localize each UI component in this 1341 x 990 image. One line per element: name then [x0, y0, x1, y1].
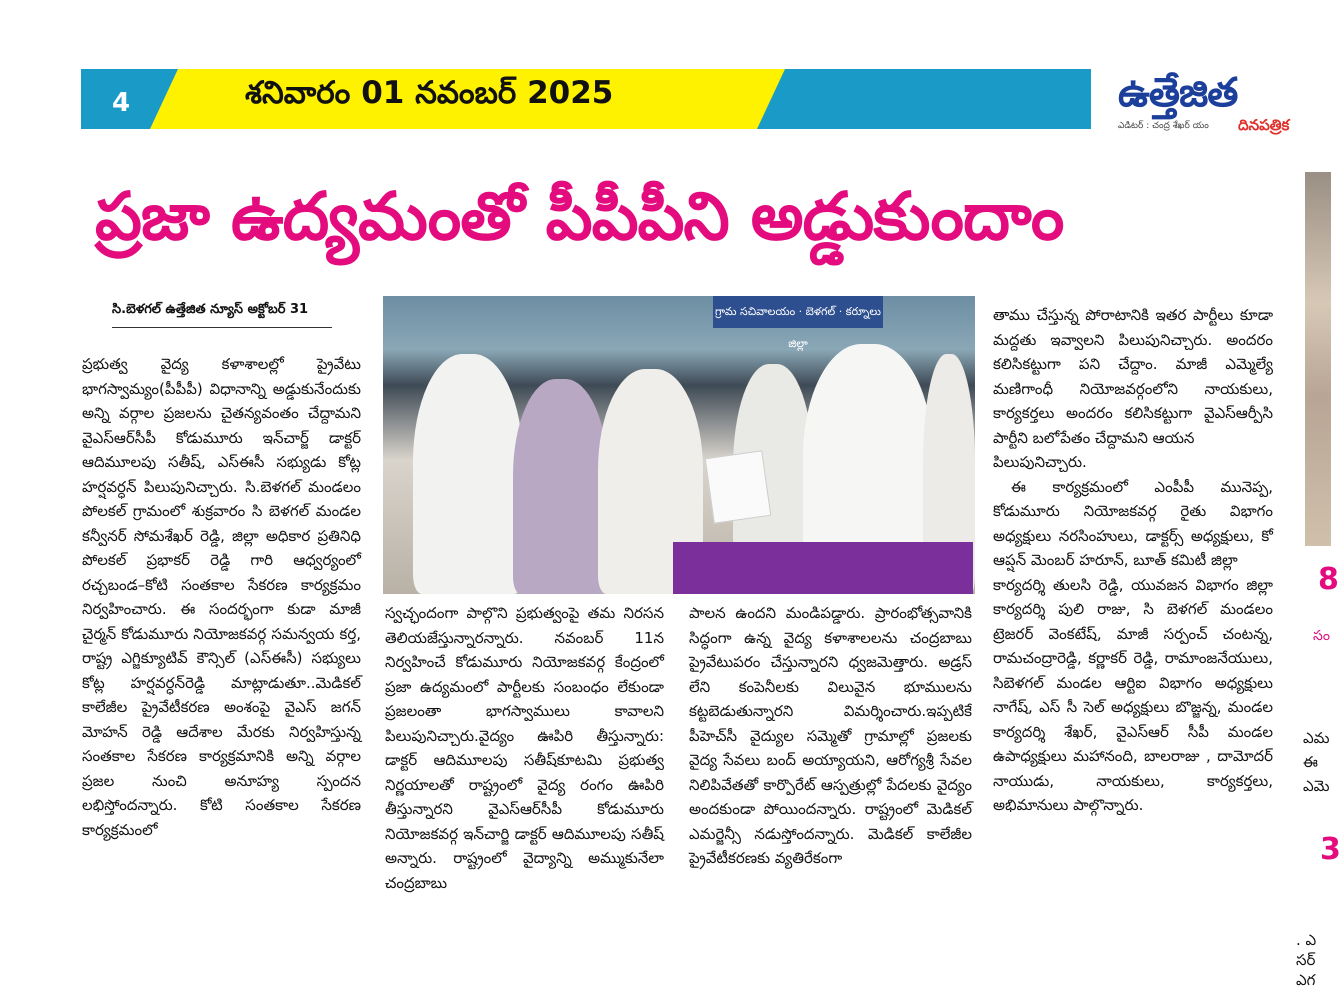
logo-editor-line: ఎడిటర్ : చంద్ర శేఖర్ యం: [1118, 121, 1209, 131]
petition-paper: [705, 450, 772, 523]
table-cloth: [673, 542, 973, 594]
page-number: 4: [111, 88, 131, 118]
article-column-1: ప్రభుత్వ వైద్య కళాశాలల్లో ప్రైవేటు భాగస్వామ్యం(పీపీపీ) విధానాన్ని అడ్డుకునేందుకు అన్ని వర్గాల ప్రజలను చైతన్యవంతం చేద్దామని వైఎస్ఆర్‌సీపీ కోడుమూరు ఇన్‌చార్జ్ డాక్టర్ ఆదిమూలపు సతీష్, ఎస్ఈసీ సభ్యుడు కోట్ల హర్షవర్ధన్ పిలుపునిచ్చారు. సి.బెళగల్ మండలం పోలకల్ గ్రామంలో శుక్రవారం సి బెళగల్ మండల కన్వీనర్ సోమశేఖర్ రెడ్డి, జిల్లా అధికార ప్రతినిధి పోలకల్ ప్రభాకర్ రెడ్డి గారి ఆధ్వర్యంలో రచ్చబండ–కోటి సంతకాల సేకరణ కార్యక్రమం నిర్వహించారు. ఈ సందర్భంగా కుడా మాజీ చైర్మన్ కోడుమూరు నియోజకవర్గ సమన్వయ కర్త, రాష్ట్ర ఎగ్జిక్యూటివ్ కౌన్సిల్ (ఎస్ఈసీ) సభ్యులు కోట్ల హర్షవర్ధన్‌రెడ్డి మాట్లాడుతూ..మెడికల్ కాలేజీల ప్రైవేటీకరణ అంశంపై వైఎస్ జగన్ మోహన్ రెడ్డి ఆదేశాల మేరకు నిర్వహిస్తున్న సంతకాల సేకరణ కార్యక్రమానికి అన్ని వర్గాల ప్రజల నుంచి అనూహ్య స్పందన లభిస్తోందన్నారు. కోటి సంతకాల సేకరణ కార్యక్రమంలో: [82, 355, 361, 839]
article-column-2: స్వచ్ఛందంగా పాల్గొని ప్రభుత్వంపై తమ నిరసన తెలియజేస్తున్నారన్నారు. నవంబర్ 11న నిర్వహించే కోడుమూరు నియోజకవర్గ కేంద్రంలో ప్రజా ఉద్యమంలో పార్టీలకు సంబంధం లేకుండా ప్రజలంతా భాగస్వాములు కావాలని పిలుపునిచ్చారు.వైద్యం ఊపిరి తీస్తున్నారు: డాక్టర్ ఆదిమూలపు సతీష్‌కూటమి ప్రభుత్వ నిర్ణయాలతో రాష్ట్రంలో వైద్య రంగం ఊపిరి తీస్తున్నారని వైఎస్ఆర్‌సీపీ కోడుమూరు నియోజకవర్గ ఇన్‌చార్జి డాక్టర్ ఆదిమూలపు సతీష్ అన్నారు. రాష్ట్రంలో వైద్యాన్ని అమ్ముకునేలా చంద్రబాబు: [385, 604, 664, 892]
article-column-4: తాము చేస్తున్న పోరాటానికి ఇతర పార్టీలు కూడా మద్దతు ఇవ్వాలని పిలుపునిచ్చారు. అందరం కలిసికట్టుగా పని చేద్దాం. మాజీ ఎమ్మెల్యే మణిగాంధీ నియోజవర్గంలోని నాయకులు, కార్యకర్తలు అందరం కలిసికట్టుగా వైఎస్ఆర్పీసి పార్టీని బలోపేతం చేద్దామని ఆయన పిలుపునిచ్చారు. ఈ కార్యక్రమంలో ఎంపీపీ మునెప్ప, కోడుమూరు నియోజకవర్గ రైతు విభాగం అధ్యక్షులు నరసింహులు, డాక్టర్స్ అధ్యక్షులు, కో ఆప్షన్ మెంబర్ హరూన్, బూత్ కమిటీ జిల్లా కార్యదర్శి తులసి రెడ్డి, యువజన విభాగం జిల్లా కార్యదర్శి పులి రాజు, సి బెళగల్ మండలం ట్రెజరర్ వెంకటేష్, మాజీ సర్పంచ్ చంటన్న, రామచంద్రారెడ్డి, కర్ణాకర్ రెడ్డి, రామాంజనేయులు, సిబెళగల్ మండల ఆర్టిఐ విభాగం అధ్యక్షులు నాగేష్, ఎస్ సీ సెల్ అధ్యక్షులు బొజ్జన్న, మండల కార్యదర్శి శేఖర్, వైఎస్ఆర్ సీపీ మండల ఉపాధ్యక్షులు మహానంది, బాలరాజు , దామోదర్ నాయుడు, నాయకులు, కార్యకర్తలు, అభిమానులు పాల్గొన్నారు.: [993, 306, 1273, 814]
person-figure: [413, 354, 523, 594]
article-byline: సి.బెళగల్ ఉత్తేజిత న్యూస్ అక్టోబర్ 31: [112, 302, 309, 317]
photo-banner-sign: గ్రామ సచివాలయం · బెళగల్ · కర్నూలు జిల్లా: [713, 296, 883, 328]
article-headline: ప్రజా ఉద్యమంతో పీపీపీని అడ్డుకుందాం: [95, 178, 1064, 255]
masthead-logo[interactable]: [1108, 70, 1298, 136]
adjacent-page-heading-fragment: 8: [1318, 562, 1339, 597]
logo-tagline: దినపత్రిక: [1238, 116, 1290, 134]
byline-rule: [112, 327, 332, 328]
adjacent-page-text-fragment-2: . ఎ సర్ ఎగ: [1296, 931, 1317, 989]
person-figure: [513, 379, 608, 594]
adjacent-page-text-fragment: ఎమ ఈ ఎమె: [1303, 729, 1330, 795]
logo-title: ఉత్తేజిత: [1118, 70, 1238, 116]
news-photo[interactable]: [383, 296, 975, 594]
adjacent-page-byline-fragment: సం: [1313, 628, 1330, 644]
adjacent-page-photo: [1305, 172, 1331, 546]
article-column-3: పాలన ఉందని మండిపడ్డారు. ప్రారంభోత్సవానికి సిద్ధంగా ఉన్న వైద్య కళాశాలలను చంద్రబాబు ప్రైవేటుపరం చేస్తున్నారని ధ్వజమెత్తారు. అడ్రస్ లేని కంపెనీలకు విలువైన భూములను కట్టబెడుతున్నారని విమర్శించారు.ఇప్పటికే పీహెచ్‌సీ వైద్యుల సమ్మెతో గ్రామాల్లో ప్రజలకు వైద్య సేవలు బంద్ అయ్యాయని, ఆరోగ్యశ్రీ సేవల నిలిపివేతతో కార్పొరేట్ ఆస్పత్రుల్లో పేదలకు వైద్యం అందకుండా పోయిందన్నారు. రాష్ట్రంలో మెడికల్ ఎమర్జెన్సీ నడుస్తోందన్నారు. మెడికల్ కాలేజీల ప్రైవేటీకరణకు వ్యతిరేకంగా: [689, 604, 972, 867]
adjacent-page-heading-fragment-2: 3: [1320, 832, 1341, 867]
issue-date: శనివారం 01 నవంబర్ 2025: [245, 75, 614, 111]
